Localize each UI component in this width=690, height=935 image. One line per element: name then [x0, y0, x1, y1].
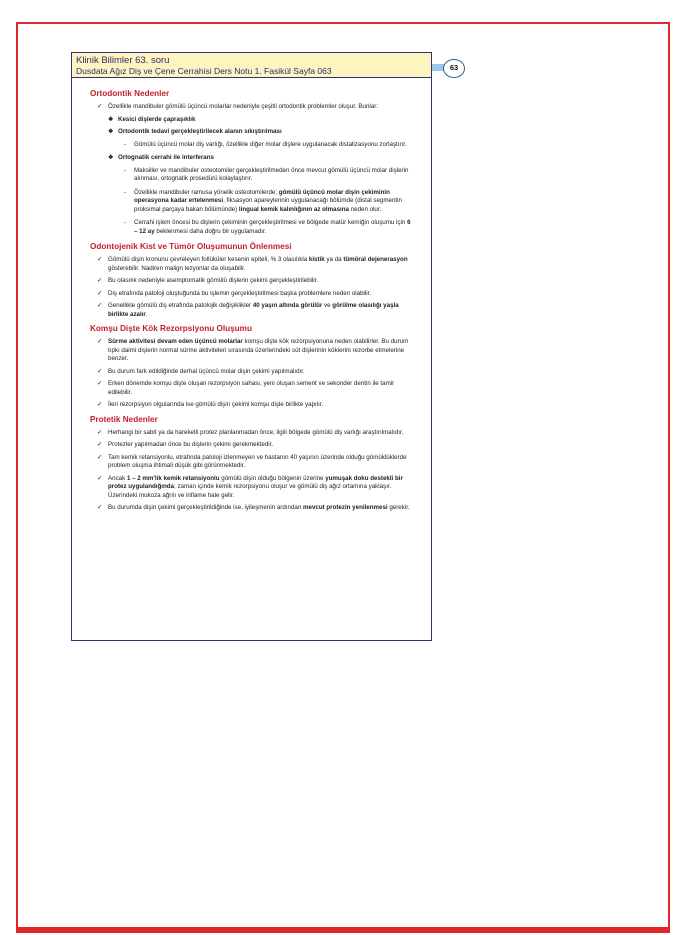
sub-item: ❖ Ortognatik cerrahi ile interferans	[108, 154, 214, 161]
list-item: ✓ Ancak 1 – 2 mm'lik kemik retansiyonlu gömülü dişin olduğu bölgenin üzerine yumuşak doku destekli bir protez uygulandığında; zaman içinde kemik rezorpsiyonu oluşur ve gömülü diş ağız ortamına yaklaşır. Üzerindeki mukoza ağrılı ve inflame hale gelir.	[97, 474, 403, 499]
dash-item: - Özellikle mandibuler ramusa yönelik osteotomilerde; gömülü üçüncü molar dişin çekiminin operasyona kadar ertelenmesi, fiksasyon apareylerinin uygulanacağı bölümde (distal segmentin proksimal parçaya bakan bölümünde) lingual kemik kalınlığının az olmasına neden olur.	[124, 188, 402, 213]
page-number-badge: 63	[443, 59, 465, 78]
list-item: ✓ Diş etrafında patoloji oluştuğunda bu işlemin gerçekleştirilmesi başka problemlere neden olabilir.	[97, 289, 372, 297]
dash-item: - Cerrahi işlem öncesi bu dişlerin çekiminin gerçekleştirilmesi ve bölgede matür kemiğin oluşumu için 6 – 12 ay beklenmesi daha doğru bir uygulamadır.	[124, 219, 411, 235]
diamond-icon: ❖	[108, 116, 114, 123]
sub-item: ❖ Ortodontik tedavi gerçekleştirilecek alanın sıkıştırılması	[108, 128, 282, 135]
check-icon: ✓	[97, 504, 103, 511]
page-header	[72, 53, 431, 78]
check-icon: ✓	[97, 338, 103, 345]
page-content	[72, 78, 431, 513]
sub-item: ❖ Kesici dişlerde çapraşıklık	[108, 115, 196, 123]
diamond-icon: ❖	[108, 155, 114, 161]
check-icon: ✓	[97, 367, 103, 375]
dash-item: - Gömülü üçüncü molar diş varlığı, özellikle diğer molar dişlere uygulanacak distalizasyonu zorlaştırır.	[124, 140, 407, 148]
check-icon: ✓	[97, 428, 103, 436]
dash-item: - Maksiller ve mandibuler osteotomiler gerçekleştirilmeden önce mevcut gömülü üçüncü molar dişlerin alınması, ortognatik prosedürü kolaylaştırır.	[124, 166, 409, 182]
list-item: ✓ Tam kemik retansiyonlu, etrafında patoloji izlenmeyen ve hastanın 40 yaşının üzerinde olduğu gömüklüklerde problem oluşma ihtimali düşük gibi görünmektedir.	[97, 453, 407, 469]
check-icon: ✓	[97, 380, 103, 387]
section-heading: Komşu Dişte Kök Rezorpsiyonu Oluşumu	[90, 324, 252, 333]
document-page	[71, 52, 432, 641]
list-item: ✓ Sürme aktivitesi devam eden üçüncü molarlar komşu dişte kök rezorpsiyonuna neden olabilirler. Bu durum tıpkı daimi dişlerin normal sürme aktiviteleri sırasında üzerlerindeki süt dişlerinin köklerini rezorbe etmelerine benzer.	[97, 338, 409, 362]
check-icon: ✓	[97, 277, 103, 284]
list-item: ✓ Erken dönemde komşu dişte oluşan rezorpsiyon sahası, yeni oluşan sement ve sekonder dentin ile tamir edilebilir.	[97, 380, 395, 396]
section-heading: Ortodontik Nedenler	[90, 89, 170, 98]
list-item: ✓ Bu olasılık nedeniyle asemptomatik gömülü dişlerin çekimi gerçekleştirilebilir.	[97, 277, 319, 284]
check-icon: ✓	[97, 103, 103, 110]
check-icon: ✓	[97, 453, 103, 461]
check-icon: ✓	[97, 302, 103, 309]
check-icon: ✓	[97, 474, 103, 482]
check-icon: ✓	[97, 256, 103, 263]
section-heading: Protetik Nedenler	[90, 414, 158, 424]
list-item: ✓ Bu durumda dişin çekimi gerçekleştirildiğinde ise, iyileşmenin ardından mevcut protezin yenilenmesi gerekir.	[97, 504, 410, 511]
check-icon: ✓	[97, 441, 103, 448]
list-item: ✓ Özellikle mandibuler gömülü üçüncü molarlar nedeniyle çeşitli ortodontik problemler oluşur. Bunlar:	[97, 103, 378, 110]
header-title: Klinik Bilimler 63. soru	[76, 55, 170, 66]
list-item: ✓ Gömülü dişin kronunu çevreleyen follüküler kesenin epiteli, % 3 olasılıkla kistik ya da tümöral dejenerasyon gösterebilir. Nadiren malign lezyonlar da oluşabilir.	[97, 256, 408, 272]
section-heading: Odontojenik Kist ve Tümör Oluşumunun Önlenmesi	[90, 242, 292, 251]
frame-bottom-bar	[16, 927, 670, 933]
list-item: ✓ İleri rezorpsiyon olgularında ise gömülü dişin çekimi komşu dişle birlikte yapılır.	[97, 401, 324, 408]
list-item: ✓ Genellikle gömülü diş etrafında patolojik değişiklikler 40 yaşın altında görülür ve görülme olasılığı yaşla birlikte azalır.	[97, 302, 399, 318]
diamond-icon: ❖	[108, 129, 114, 135]
header-subtitle: Dusdata Ağız Diş ve Çene Cerrahisi Ders Notu 1. Fasikül Sayfa 063	[76, 66, 332, 76]
check-icon: ✓	[97, 401, 103, 408]
check-icon: ✓	[97, 289, 103, 297]
list-item: ✓ Protezler yapılmadan önce bu dişlerin çekimi gerekmektedir.	[97, 441, 274, 448]
list-item: ✓ Bu durum fark edildiğinde derhal üçüncü molar dişin çekimi yapılmalıdır.	[97, 367, 305, 375]
list-item: ✓ Herhangi bir sabit ya da hareketli protez planlanmadan önce; ilgili bölgede gömülü diş varlığı araştırılmalıdır.	[97, 428, 404, 436]
